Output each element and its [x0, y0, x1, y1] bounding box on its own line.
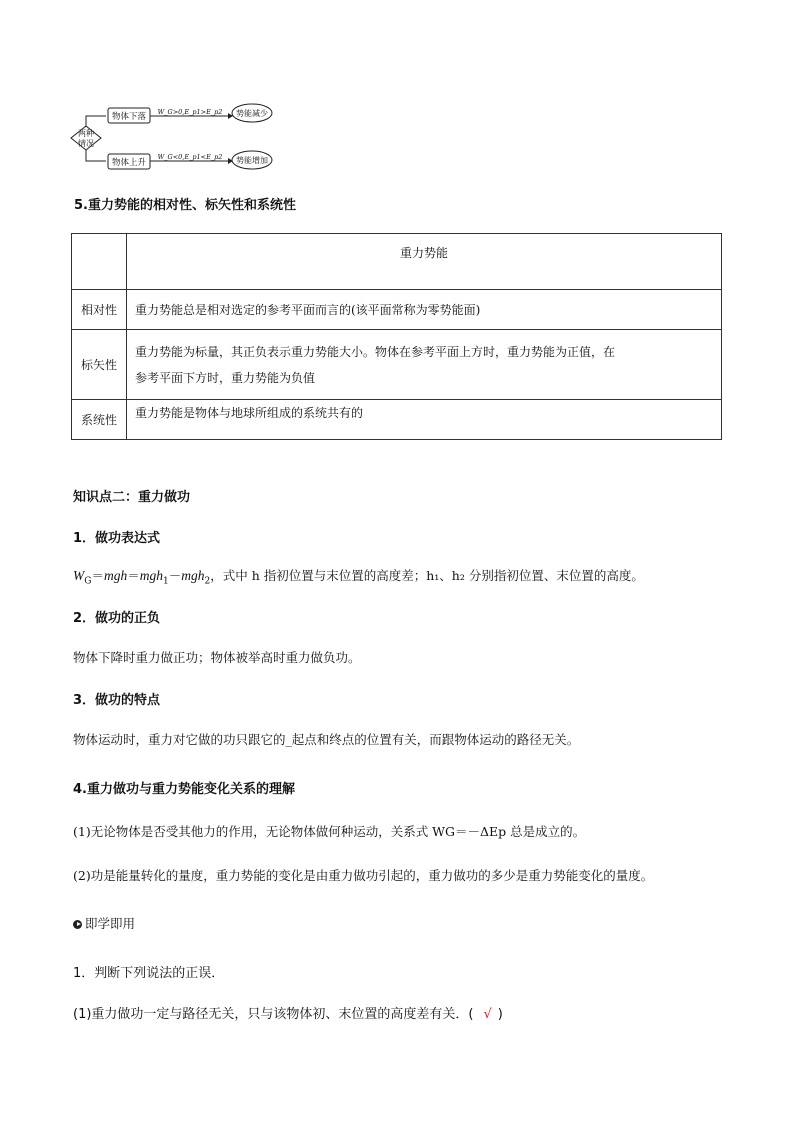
s2-title: 2．做功的正负	[73, 611, 161, 626]
table-header-row	[72, 234, 722, 290]
row-text-scalar	[127, 330, 722, 400]
practice-title: 即学即用	[85, 916, 136, 931]
table-row	[72, 400, 722, 440]
row-label-scalar: 标矢性	[72, 330, 127, 400]
row-text-scalar-line2: 参考平面下方时，重力势能为负值	[135, 370, 316, 385]
row-text-relativity: 重力势能总是相对选定的参考平面而言的(该平面常称为零势能面)	[127, 290, 722, 330]
s4-title: 4.重力做功与重力势能变化关系的理解	[73, 782, 295, 797]
lower-condition: W_G<0,E_p1<E_p2	[157, 153, 223, 161]
table-header-cell: 重力势能	[127, 234, 722, 290]
s4-paragraph-1: (1)无论物体是否受其他力的作用，无论物体做何种运动，关系式 WG＝－ΔEp 总是成立的。	[73, 824, 586, 839]
row-text-system: 重力势能是物体与地球所组成的系统共有的	[127, 400, 722, 440]
row-text-scalar-line1: 重力势能为标量，其正负表示重力势能大小。物体在参考平面上方时，重力势能为正值，在	[135, 344, 616, 359]
gravity-potential-table	[71, 233, 722, 440]
table-row	[72, 290, 722, 330]
energy-flow-diagram	[68, 96, 308, 176]
table-header-empty	[72, 234, 127, 290]
s1-title: 1．做功表达式	[73, 531, 161, 546]
row-label-system: 系统性	[72, 400, 127, 440]
branch-upper-connector	[86, 116, 106, 126]
q1-title: 1．判断下列说法的正误．	[73, 966, 225, 981]
lower-result-label: 势能增加	[236, 156, 268, 165]
s2-text: 物体下降时重力做正功；物体被举高时重力做负功。	[73, 650, 361, 665]
upper-condition: W_G>0,E_p1>E_p2	[157, 108, 223, 116]
s1-formula-text: ，式中 h 指初位置与末位置的高度差；h₁、h₂ 分别指初位置、末位置的高度。	[210, 568, 644, 583]
q1-item1-close: )	[497, 1007, 503, 1022]
diamond-label-2: 情况	[78, 139, 94, 148]
play-circle-icon	[73, 920, 82, 929]
q1-item-1	[73, 1003, 503, 1022]
s3-text: 物体运动时，重力对它做的功只跟它的_起点和终点的位置有关，而跟物体运动的路径无关。	[73, 732, 580, 747]
upper-result-label: 势能减少	[236, 109, 268, 118]
s3-title: 3．做功的特点	[73, 693, 161, 708]
s4-paragraph-2: (2)功是能量转化的量度，重力势能的变化是由重力做功引起的，重力做功的多少是重力势能变化的量度。	[73, 868, 654, 883]
q1-item1-answer: √	[483, 1007, 492, 1022]
diamond-label-1: 两种	[78, 129, 94, 138]
branch-lower-connector	[86, 150, 106, 161]
upper-box-label: 物体下落	[111, 112, 147, 122]
section5-title: 5.重力势能的相对性、标矢性和系统性	[74, 198, 296, 213]
row-label-relativity: 相对性	[72, 290, 127, 330]
table-row	[72, 330, 722, 400]
q1-item1-text: (1)重力做功一定与路径无关，只与该物体初、末位置的高度差有关．(	[73, 1007, 474, 1022]
lower-box-label: 物体上升	[111, 158, 147, 168]
practice-heading	[73, 914, 135, 932]
kp2-title: 知识点二：重力做功	[73, 490, 191, 505]
s1-formula: $W_G=mgh=mgh_1-mgh_2$，式中 h 指初位置与末位置的高度差；h₁、h₂ 分别指初位置、末位置的高度。	[73, 568, 644, 587]
